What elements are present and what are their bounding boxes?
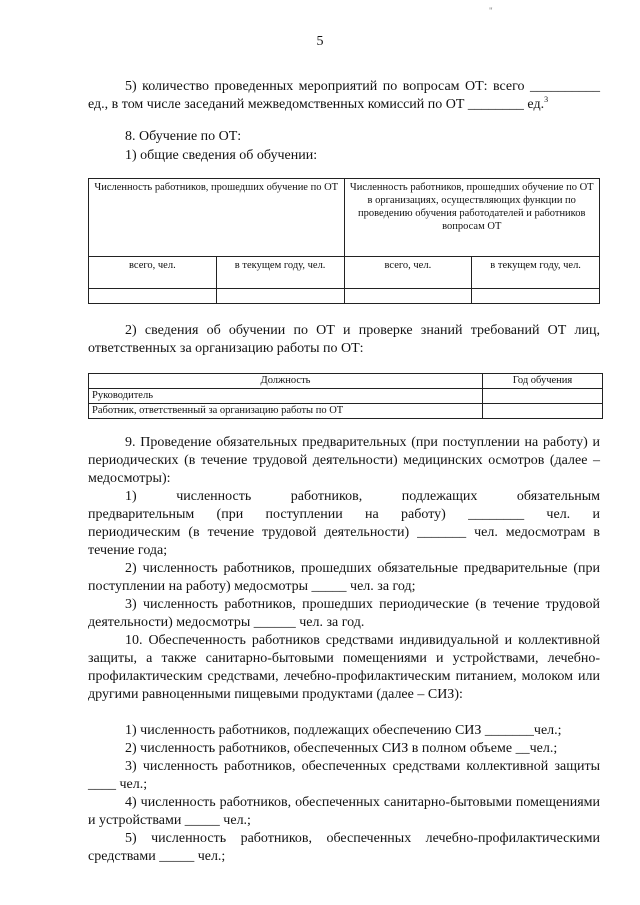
section-9-title: 9. Проведение обязательных предварительных (при поступлении на работу) и периодических (в течение трудовой деятельности) медицинских осмотров (далее – медосмотры): bbox=[88, 435, 600, 486]
section-9-item2: 2) численность работников, прошедших обязательные предварительные (при поступлении на работу) медосмотры _____ чел. за год; bbox=[88, 561, 600, 594]
section-10-item1: 1) численность работников, подлежащих обеспечению СИЗ _______чел.; bbox=[125, 723, 562, 738]
section-8-sub2: 2) сведения об обучении по ОТ и проверке знаний требований ОТ лиц, ответственных за организацию работы по ОТ: bbox=[88, 323, 600, 356]
section-10-item3: 3) численность работников, обеспеченных средствами коллективной защиты ____ чел.; bbox=[88, 759, 600, 792]
table-cell[interactable] bbox=[472, 289, 600, 304]
table-cell[interactable] bbox=[89, 289, 217, 304]
sub-header-total-2: всего, чел. bbox=[344, 257, 472, 289]
section-10-title: 10. Обеспеченность работников средствами индивидуальной и коллективной защиты, а также санитарно-бытовыми помещениями и устройствами, лечебно-профилактическим средствами, лечебно-профилактическим питанием, молоком или другими равноценными пищевыми продуктами (далее – СИЗ): bbox=[88, 633, 600, 702]
table-cell[interactable] bbox=[216, 289, 344, 304]
section-9-item1-line1: 1) численность работников, подлежащих обязательным bbox=[125, 489, 600, 504]
col-position-header: Должность bbox=[89, 374, 483, 389]
sub-header-total-1: всего, чел. bbox=[89, 257, 217, 289]
table-row bbox=[89, 389, 603, 404]
training-header-left: Численность работников, прошедших обучение по ОТ bbox=[89, 179, 345, 257]
section-9-item1-line2: предварительным (при поступлении на работу) ________ чел. и bbox=[88, 507, 600, 522]
paragraph-5 bbox=[88, 78, 600, 114]
section-10-item4: 4) численность работников, обеспеченных санитарно-бытовыми помещениями и устройствами _____ чел.; bbox=[88, 795, 600, 828]
section-8-sub1: 1) общие сведения об обучении: bbox=[125, 148, 318, 163]
section-10-item2: 2) численность работников, обеспеченных СИЗ в полном объеме __чел.; bbox=[125, 741, 558, 756]
position-cell: Работник, ответственный за организацию работы по ОТ bbox=[89, 404, 483, 419]
footnote-ref: 3 bbox=[544, 95, 549, 104]
page-mark: " bbox=[489, 6, 493, 16]
table-row bbox=[89, 404, 603, 419]
col-year-header: Год обучения bbox=[483, 374, 603, 389]
positions-table bbox=[88, 373, 603, 419]
year-cell[interactable] bbox=[483, 404, 603, 419]
section-9-item1-rest: периодическим (в течение трудовой деятельности) _______ чел. медосмотрам в течение года; bbox=[88, 525, 600, 558]
page-number: 5 bbox=[316, 34, 324, 49]
paragraph-5-text: 5) количество проведенных мероприятий по вопросам ОТ: всего __________ ед., в том числе заседаний межведомственных комиссий по ОТ ________ ед. bbox=[88, 79, 600, 112]
section-9-item3: 3) численность работников, прошедших периодические (в течение трудовой деятельности) медосмотры ______ чел. за год. bbox=[88, 597, 600, 630]
sub-header-current-2: в текущем году, чел. bbox=[472, 257, 600, 289]
training-header-right: Численность работников, прошедших обучение по ОТ в организациях, осуществляющих функции по проведению обучения работодателей и работников вопросам ОТ bbox=[344, 179, 600, 257]
section-10-item5: 5) численность работников, обеспеченных лечебно-профилактическими средствами _____ чел.; bbox=[88, 831, 600, 864]
year-cell[interactable] bbox=[483, 389, 603, 404]
table-row bbox=[89, 289, 600, 304]
section-8-title: 8. Обучение по ОТ: bbox=[125, 129, 242, 144]
training-table bbox=[88, 178, 600, 304]
table-cell[interactable] bbox=[344, 289, 472, 304]
position-cell: Руководитель bbox=[89, 389, 483, 404]
sub-header-current-1: в текущем году, чел. bbox=[216, 257, 344, 289]
